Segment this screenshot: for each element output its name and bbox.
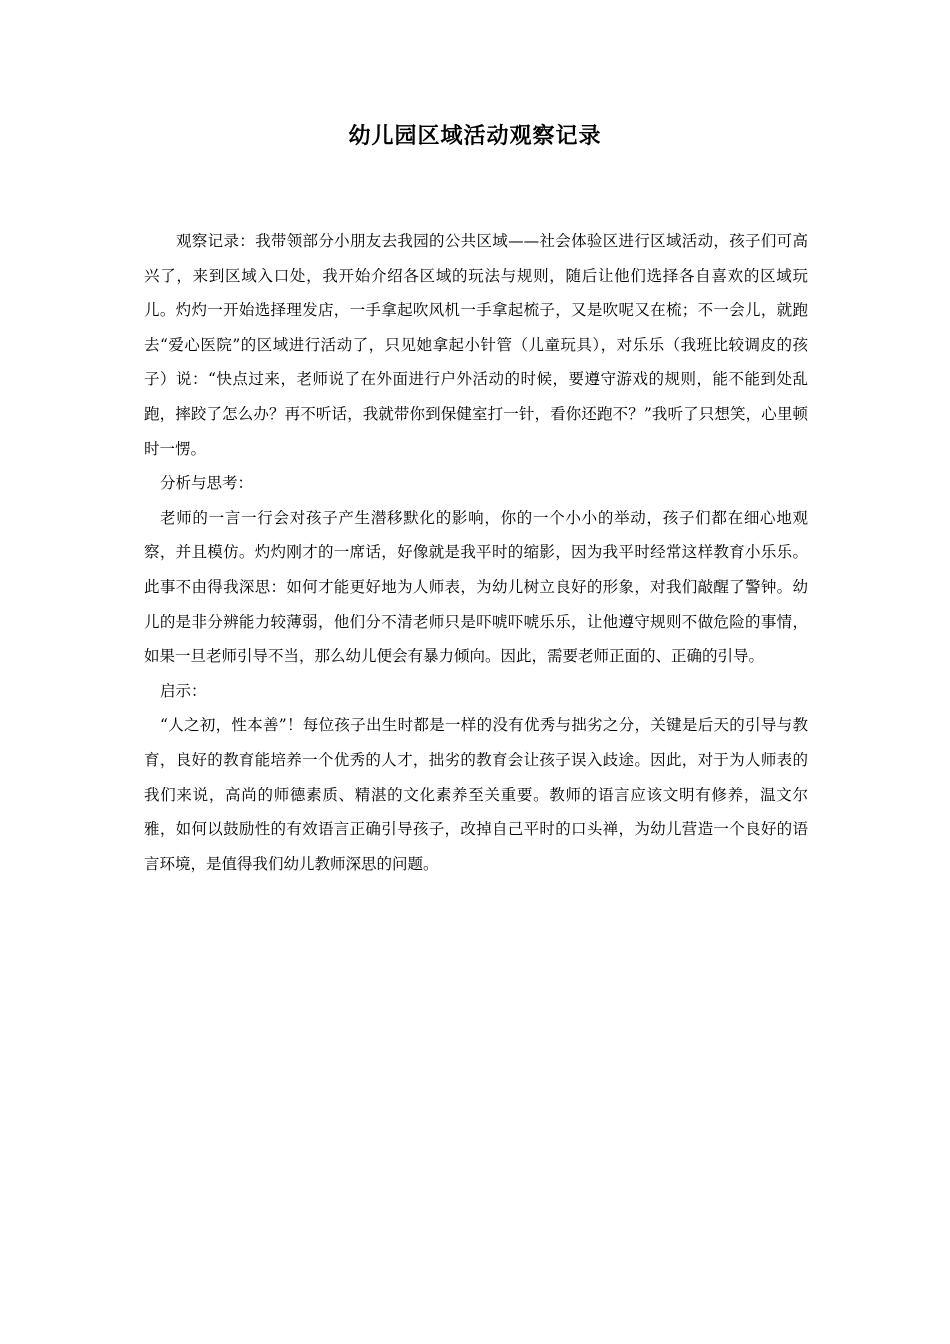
analysis-paragraph: 老师的一言一行会对孩子产生潜移默化的影响，你的一个小小的举动，孩子们都在细心地观察，并且模仿。灼灼刚才的一席话，好像就是我平时的缩影，因为我平时经常这样教育小乐乐。此事不由得我深思：如何才能更好地为人师表，为幼儿树立良好的形象，对我们敲醒了警钟。幼儿的是非分辨能力较薄弱，他们分不清老师只是吓唬吓唬乐乐，让他遵守规则不做危险的事情，如果一旦老师引导不当，那么幼儿便会有暴力倾向。因此，需要老师正面的、正确的引导。 bbox=[144, 508, 808, 666]
observation-paragraph: 观察记录：我带领部分小朋友去我园的公共区域——社会体验区进行区域活动，孩子们可高兴了，来到区域入口处，我开始介绍各区域的玩法与规则，随后让他们选择各自喜欢的区域玩儿。灼灼一开始选择理发店，一手拿起吹风机一手拿起梳子，又是吹呢又在梳；不一会儿，就跑去“爱心医院”的区域进行活动了，只见她拿起小针管（儿童玩具），对乐乐（我班比较调皮的孩子）说：“快点过来，老师说了在外面进行户外活动的时候，要遵守游戏的规则，能不能到处乱跑，摔跤了怎么办？再不听话，我就带你到保健室打一针，看你还跑不？”我听了只想笑，心里顿时一愣。 bbox=[144, 232, 808, 458]
analysis-heading: 分析与思考： bbox=[160, 474, 254, 493]
document-title: 幼儿园区域活动观察记录 bbox=[348, 123, 602, 149]
insight-heading: 启示： bbox=[160, 681, 207, 700]
document-body bbox=[144, 224, 808, 881]
insight-paragraph: “人之初，性本善”！每位孩子出生时都是一样的没有优秀与拙劣之分，关键是后天的引导与教育，良好的教育能培养一个优秀的人才，拙劣的教育会让孩子误入歧途。因此，对于为人师表的我们来说，高尚的师德素质、精湛的文化素养至关重要。教师的语言应该文明有修养，温文尔雅，如何以鼓励性的有效语言正确引导孩子，改掉自己平时的口头禅，为幼儿营造一个良好的语言环境，是值得我们幼儿教师深思的问题。 bbox=[144, 716, 808, 873]
